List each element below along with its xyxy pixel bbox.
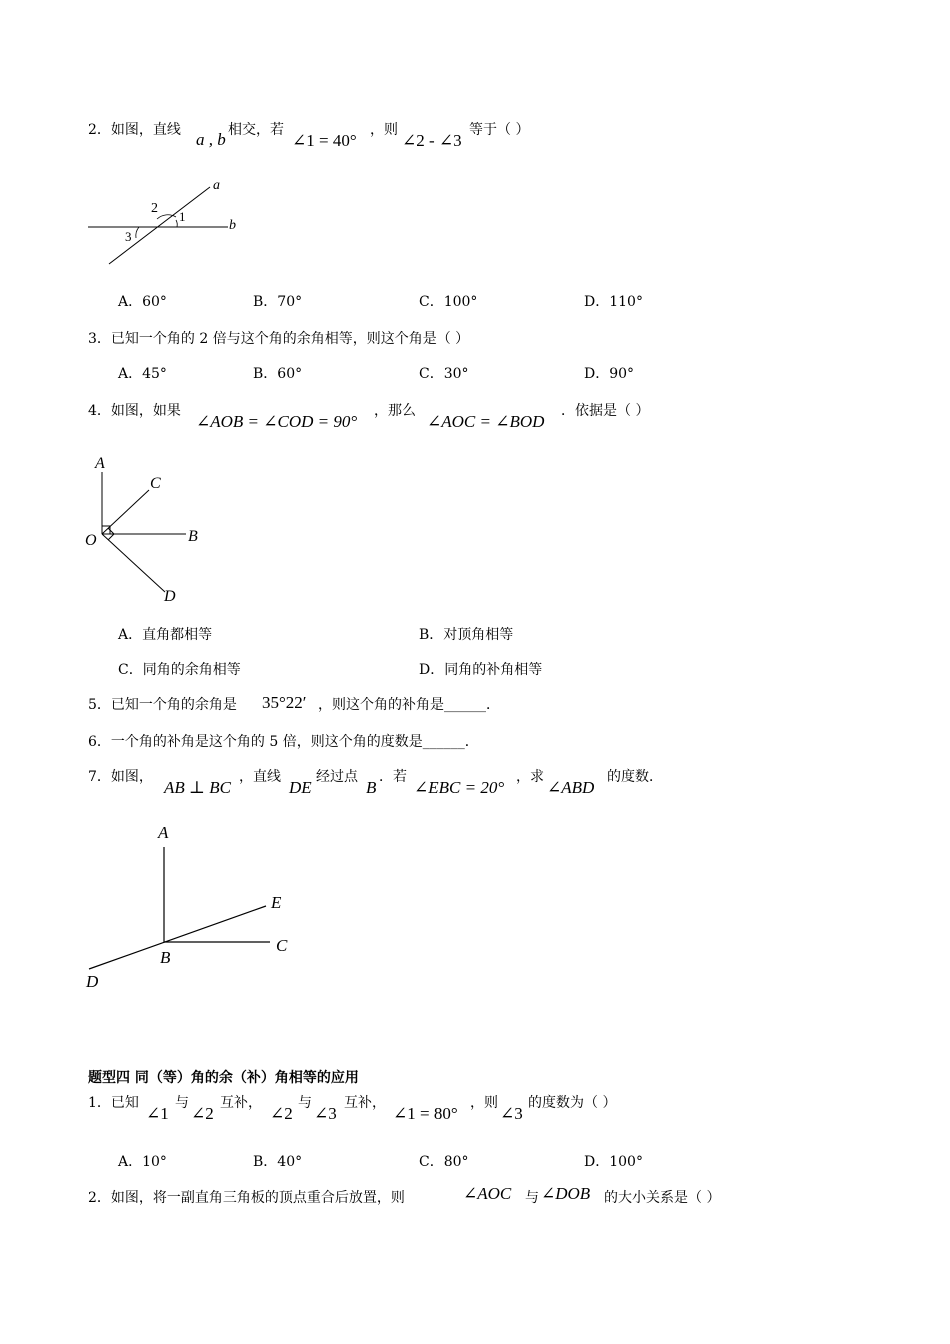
q1b-option-d[interactable]: D．100° — [584, 1154, 643, 1170]
q4-option-a[interactable]: A．直角都相等 — [118, 627, 213, 643]
q3-text: 3．已知一个角的 2 倍与这个角的余角相等，则这个角是（ ） — [88, 331, 470, 347]
q2a-option-a[interactable]: A．60° — [118, 294, 167, 310]
q7-mid3: ．若 — [379, 769, 407, 785]
q4-mid: ，那么 — [374, 403, 416, 419]
q2b-angle-dob: ∠DOB — [541, 1184, 591, 1203]
q1b-with1: 与 — [175, 1095, 189, 1111]
q7-mid2: 经过点 — [316, 769, 358, 785]
q2a-fig-label-2: 2 — [151, 201, 158, 216]
q2a-prefix: 2．如图，直线 — [88, 122, 181, 138]
q4-option-b[interactable]: B．对顶角相等 — [419, 627, 514, 643]
q4-figure — [82, 450, 212, 605]
q4-fig-label-d: D — [164, 588, 176, 605]
q1b-angle1: ∠1 — [146, 1104, 169, 1123]
q2a-option-b[interactable]: B．70° — [253, 294, 303, 310]
q7-line-de: DE — [289, 778, 312, 797]
q4-condition: ∠AOB = ∠COD = 90° — [196, 412, 358, 431]
q1b-angle3: ∠3 — [314, 1104, 337, 1123]
q4-option-c[interactable]: C．同角的余角相等 — [118, 662, 241, 678]
q2a-mid: 相交，若 — [228, 122, 284, 138]
q7-point-b: B — [366, 778, 377, 797]
q4-fig-label-a: A — [95, 455, 105, 472]
q5-suffix: ，则这个角的补角是______． — [318, 697, 500, 713]
q7-figure — [82, 815, 302, 995]
q7-fig-label-e: E — [271, 893, 282, 912]
q3-option-b[interactable]: B．60° — [253, 366, 303, 382]
q4-fig-label-c: C — [150, 475, 161, 492]
q4-option-d[interactable]: D．同角的补角相等 — [419, 662, 543, 678]
q7-fig-label-a: A — [158, 823, 169, 842]
q2a-fig-label-b: b — [229, 218, 236, 233]
q2a-figure — [80, 172, 250, 272]
q2a-fig-label-3: 3 — [125, 229, 132, 244]
q7-suffix: 的度数． — [607, 769, 663, 785]
q2a-expression: ∠2 - ∠3 — [402, 131, 462, 150]
q1b-then: ，则 — [470, 1095, 498, 1111]
q4-fig-label-o: O — [85, 532, 97, 549]
q3-option-c[interactable]: C．30° — [419, 366, 469, 382]
q4-prefix: 4．如图，如果 — [88, 403, 181, 419]
q2b-angle-aoc: ∠AOC — [463, 1184, 512, 1203]
q1b-angle2b: ∠2 — [270, 1104, 293, 1123]
q7-condition: ∠EBC = 20° — [414, 778, 505, 797]
q7-perpendicular: AB ⊥ BC — [164, 778, 231, 797]
q2a-mid2: ，则 — [370, 122, 398, 138]
q2a-option-d[interactable]: D．110° — [584, 294, 643, 310]
q4-fig-label-b: B — [188, 528, 198, 545]
q2a-condition: ∠1 = 40° — [292, 131, 357, 150]
q1b-option-b[interactable]: B．40° — [253, 1154, 303, 1170]
q7-mid1: ，直线 — [239, 769, 281, 785]
q1b-option-c[interactable]: C．80° — [419, 1154, 469, 1170]
q1b-angle3b: ∠3 — [500, 1104, 523, 1123]
q2a-suffix: 等于（ ） — [469, 122, 530, 138]
q2b-with: 与 — [525, 1190, 539, 1206]
section-title: 题型四 同（等）角的余（补）角相等的应用 — [88, 1070, 359, 1086]
q1b-option-a[interactable]: A．10° — [118, 1154, 167, 1170]
q3-option-d[interactable]: D．90° — [584, 366, 635, 382]
q7-target-angle: ∠ABD — [547, 778, 595, 797]
q7-prefix: 7．如图， — [88, 769, 153, 785]
q2b-prefix: 2．如图，将一副直角三角板的顶点重合后放置，则 — [88, 1190, 405, 1206]
q1b-angle2: ∠2 — [191, 1104, 214, 1123]
q7-fig-label-b: B — [160, 948, 171, 967]
q7-fig-label-c: C — [276, 936, 288, 955]
q7-mid4: ，求 — [516, 769, 544, 785]
q2b-suffix: 的大小关系是（ ） — [604, 1190, 721, 1206]
q5-prefix: 5．已知一个角的余角是 — [88, 697, 237, 713]
q1b-condition: ∠1 = 80° — [393, 1104, 458, 1123]
q1b-supp2: 互补， — [344, 1095, 386, 1111]
q3-option-a[interactable]: A．45° — [118, 366, 167, 382]
q1b-prefix: 1．已知 — [88, 1095, 139, 1111]
q4-suffix: ．依据是（ ） — [561, 403, 650, 419]
q6-text: 6．一个角的补角是这个角的 5 倍，则这个角的度数是______． — [88, 734, 479, 750]
q4-result: ∠AOC = ∠BOD — [427, 412, 545, 431]
q2a-lines-var: a , b — [196, 130, 226, 149]
q1b-with2: 与 — [298, 1095, 312, 1111]
q2a-fig-label-1: 1 — [179, 209, 186, 224]
q5-value: 35°22′ — [262, 693, 307, 712]
q1b-suffix: 的度数为（ ） — [528, 1095, 617, 1111]
q2a-fig-label-a: a — [213, 178, 220, 193]
q1b-supp1: 互补， — [220, 1095, 262, 1111]
q7-fig-label-d: D — [86, 972, 99, 991]
q2a-option-c[interactable]: C．100° — [419, 294, 478, 310]
